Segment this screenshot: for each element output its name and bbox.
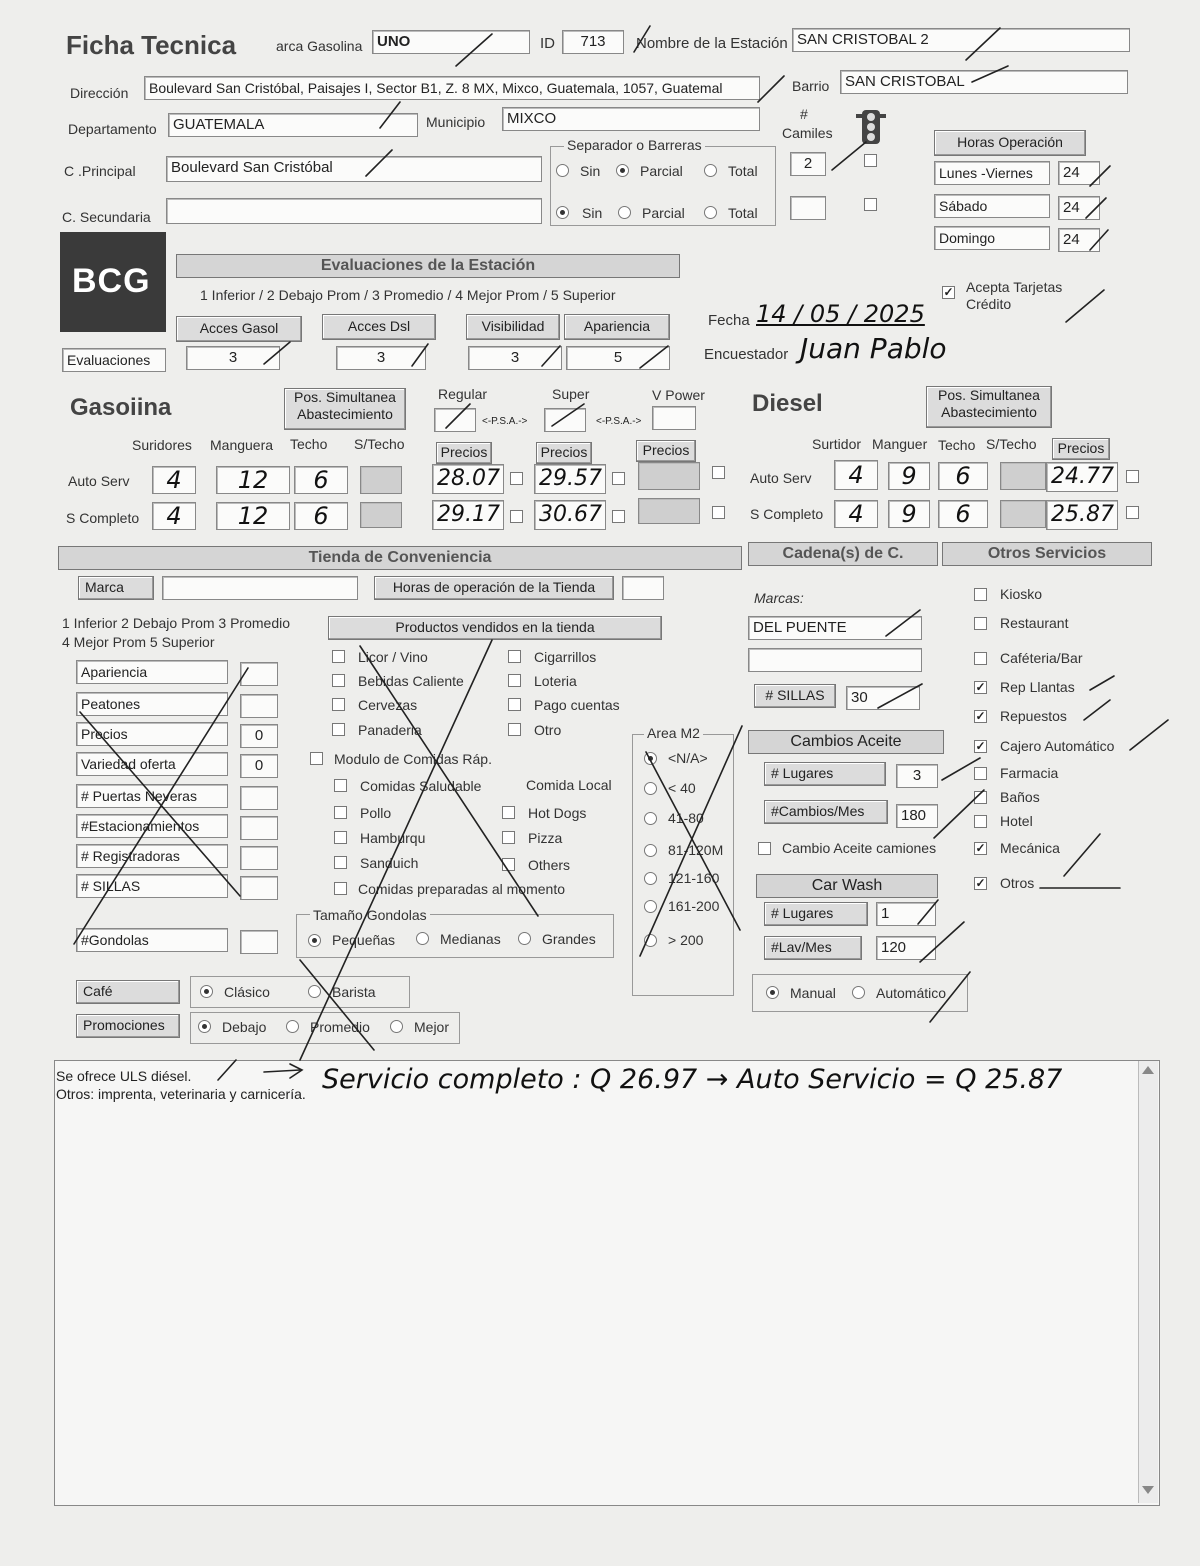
rating-label: Apariencia [76,660,228,684]
gas-completo-super-check[interactable] [612,510,625,523]
gas-completo-label: S Completo [66,510,140,526]
horas-sabado-label: Sábado [934,194,1050,218]
otros-label: Kiosko [1000,586,1043,602]
otros-label: Baños [1000,789,1040,805]
notas-line-1: Se ofrece ULS diésel. [56,1068,192,1084]
rating-value[interactable] [240,930,278,954]
id-label: ID [540,35,555,52]
product-left-check[interactable] [332,723,345,736]
cadena-sillas-value[interactable]: 30 [846,686,920,710]
aceite-camiones-label: Cambio Aceite camiones [782,840,937,856]
municipio-label: Municipio [426,114,486,130]
sep1-sin-label: Sin [580,163,601,179]
cafe-label: Café [76,980,180,1004]
cadena-marca-2[interactable] [748,648,922,672]
encuestador-value[interactable]: Juan Pablo [800,332,947,365]
otros-check[interactable]: ✓ [975,739,986,753]
fecha-value[interactable]: 14 / 05 / 2025 [756,300,925,328]
cafe-clasico-label: Clásico [224,984,270,1000]
eval-acces-gasol-label: Acces Gasol [176,316,302,342]
area-label: 41-80 [668,810,704,826]
gas-auto-stecho[interactable] [360,466,402,494]
gas-auto-surtidores[interactable]: 4 [152,466,196,494]
diesel-pos-sim: Pos. Simultanea Abastecimiento [926,386,1052,428]
product-right-check[interactable] [508,650,521,663]
scroll-up-icon[interactable] [1142,1066,1154,1074]
dsl-completo-techo[interactable]: 6 [938,500,988,528]
promo-promedio-radio[interactable] [286,1020,299,1033]
gas-auto-mangueras[interactable]: 12 [216,466,290,494]
notas-scrollbar[interactable] [1138,1061,1158,1503]
page-title: Ficha Tecnica [66,30,237,60]
comida-right-label: Others [528,857,571,873]
rating-value[interactable] [240,816,278,840]
promociones-label: Promociones [76,1014,180,1038]
gas-auto-label: Auto Serv [68,473,130,489]
otros-check[interactable] [974,791,987,804]
gondolas-title: Tamaño Gondolas [310,907,430,923]
gondola-medianas-label: Medianas [440,931,501,947]
area-label: < 40 [668,780,696,796]
estacion-field[interactable]: SAN CRISTOBAL 2 [792,28,1130,52]
principal-field[interactable]: Boulevard San Cristóbal [166,156,542,182]
product-right-label: Otro [534,722,562,738]
evaluaciones-label: Evaluaciones [62,348,166,372]
product-left-check[interactable] [332,650,345,663]
rating-value[interactable]: 0 [240,754,278,778]
area-label: 161-200 [668,898,720,914]
rating-label: Peatones [76,692,228,716]
gondola-pequenas-radio[interactable] [308,934,321,947]
encuestador-label: Encuestador [704,346,789,363]
gas-completo-vpower-check[interactable] [712,506,725,519]
gas-precios-vpower: Precios [636,440,696,462]
tienda-horas-label: Horas de operación de la Tienda [374,576,614,600]
comida-left-label: Comidas Saludable [360,778,482,794]
tienda-scale-2: 4 Mejor Prom 5 Superior [62,634,215,650]
notas-handwritten: Servicio completo : Q 26.97 → Auto Servicio = Q 25.87 [322,1064,1063,1095]
sep2-sin-label: Sin [582,205,603,221]
rating-label: #Estacionamientos [76,814,228,838]
comida-right-label: Hot Dogs [528,805,587,821]
otros-label: Otros [1000,875,1035,891]
gas-col-techo: Techo [290,436,328,452]
comida-left-label: Hamburqu [360,830,426,846]
otros-label: Hotel [1000,813,1033,829]
gas-completo-techo[interactable]: 6 [294,502,348,530]
area-radio[interactable] [644,844,657,857]
tienda-title: Tienda de Conveniencia [58,546,742,570]
promo-mejor-radio[interactable] [390,1020,403,1033]
eval-apariencia-label: Apariencia [564,314,670,340]
sep1-parcial-label: Parcial [640,163,683,179]
estacion-label: Nombre de la Estación [636,35,788,52]
promo-debajo-radio[interactable] [198,1020,211,1033]
rating-value[interactable] [240,876,278,900]
tienda-horas-field[interactable] [622,576,664,600]
aceite-lugares-value[interactable]: 3 [896,764,938,788]
gondola-medianas-radio[interactable] [416,932,429,945]
area-radio[interactable] [644,812,657,825]
sep2-parcial-label: Parcial [642,205,685,221]
comida-left-check[interactable] [334,831,347,844]
dsl-precios: Precios [1052,438,1110,460]
comida-right-check[interactable] [502,858,515,871]
gondola-grandes-label: Grandes [542,931,596,947]
comida-local-label: Comida Local [526,777,612,793]
otros-check[interactable] [974,815,987,828]
psa-label-1: <-P.S.A.-> [482,416,528,427]
product-left-check[interactable] [332,674,345,687]
comida-right-label: Pizza [528,830,563,846]
id-field[interactable]: 713 [562,30,624,54]
sep2-total-label: Total [728,205,758,221]
gas-completo-stecho[interactable] [360,502,402,528]
horas-lunes-value[interactable]: 24 [1058,161,1100,185]
dsl-auto-techo[interactable]: 6 [938,462,988,490]
carwash-auto-radio[interactable] [852,986,865,999]
secundaria-field[interactable] [166,198,542,224]
regular-psa-field[interactable] [434,408,476,432]
area-label: > 200 [668,932,704,948]
notas-line-2: Otros: imprenta, veterinaria y carnicería. [56,1086,306,1102]
otros-label: Rep Llantas [1000,679,1075,695]
product-right-label: Loteria [534,673,577,689]
area-label: 81-120M [668,842,724,858]
product-right-check[interactable] [508,723,521,736]
horas-lunes-label: Lunes -Viernes [934,161,1050,185]
vpower-label: V Power [652,387,705,403]
cafe-group [190,976,410,1008]
carwash-manual-radio[interactable] [766,986,779,999]
notas-area[interactable] [54,1060,1160,1506]
dsl-completo-surtidores[interactable]: 4 [834,500,878,528]
otros-check[interactable] [974,767,987,780]
cadena-marca-1[interactable]: DEL PUENTE [748,616,922,640]
product-right-check[interactable] [508,698,521,711]
modulo-check[interactable] [310,752,323,765]
area-radio[interactable] [644,872,657,885]
regular-label: Regular [438,386,488,402]
comida-right-check[interactable] [502,831,515,844]
area-radio[interactable] [644,900,657,913]
departamento-label: Departamento [68,121,157,137]
aceite-lugares-label: # Lugares [764,762,886,786]
tienda-marca-field[interactable] [162,576,358,600]
dsl-auto-precio[interactable]: 24.77 [1046,462,1118,492]
product-right-check[interactable] [508,674,521,687]
gas-auto-techo[interactable]: 6 [294,466,348,494]
gas-auto-regular[interactable]: 28.07 [432,464,504,494]
gas-completo-mangueras[interactable]: 12 [216,502,290,530]
gas-auto-vpower-check[interactable] [712,466,725,479]
sep2-parcial-radio[interactable] [618,206,631,219]
gas-col-manguera: Manguera [210,437,274,453]
aceite-title: Cambios Aceite [748,730,944,754]
municipio-field[interactable]: MIXCO [502,107,760,131]
camiones-check-1[interactable] [864,154,877,167]
gas-auto-vpower[interactable] [638,462,700,490]
area-title: Area M2 [644,725,703,741]
dsl-auto-surtidores[interactable]: 4 [834,460,878,490]
direccion-field[interactable]: Boulevard San Cristóbal, Paisajes I, Sector B1, Z. 8 MX, Mixco, Guatemala, 1057, Guatemal [144,76,760,100]
preparadas-check[interactable] [334,882,347,895]
gas-auto-super-check[interactable] [612,472,625,485]
cadena-title: Cadena(s) de C. [748,542,938,566]
aceite-cambios-label: #Cambios/Mes [764,800,888,824]
dsl-completo-mangueras[interactable]: 9 [888,500,930,528]
otros-label: Cajero Automático [1000,738,1115,754]
eval-acces-gasol-value[interactable]: 3 [186,346,280,370]
dsl-completo-precio[interactable]: 25.87 [1046,500,1118,530]
eval-visibilidad-value[interactable]: 3 [468,346,562,370]
camiones-check-2[interactable] [864,198,877,211]
traffic-light-icon [856,110,886,150]
diesel-title: Diesel [752,390,823,417]
otros-check[interactable]: ✓ [975,680,986,694]
otros-check[interactable]: ✓ [975,841,986,855]
tarjetas-label: Acepta Tarjetas Crédito [966,279,1063,312]
sep1-parcial-radio[interactable] [616,164,629,177]
aceite-cambios-value[interactable]: 180 [896,804,938,828]
dsl-col-manguer: Manguer [872,436,928,452]
gasolina-pos-sim: Pos. Simultanea Abastecimiento [284,388,406,430]
dsl-completo-label: S Completo [750,506,824,522]
camiones-field-2[interactable] [790,196,826,220]
carwash-lav-value[interactable]: 120 [876,936,936,960]
marca-field[interactable]: UNO [372,30,530,54]
gas-completo-surtidores[interactable]: 4 [152,502,196,530]
promo-debajo-label: Debajo [222,1019,267,1035]
scroll-down-icon[interactable] [1142,1486,1154,1494]
area-radio[interactable] [644,934,657,947]
dsl-col-techo: Techo [938,437,976,453]
evaluaciones-scale: 1 Inferior / 2 Debajo Prom / 3 Promedio / 4 Mejor Prom / 5 Superior [200,287,616,303]
area-radio[interactable] [644,782,657,795]
eval-acces-dsl-label: Acces Dsl [322,314,436,340]
rating-label: Precios [76,722,228,746]
carwash-manual-label: Manual [790,985,836,1001]
separador-title: Separador o Barreras [564,137,705,153]
camiones-hash: # [800,106,808,122]
preparadas-label: Comidas preparadas al momento [358,881,565,897]
otros-label: Caféteria/Bar [1000,650,1083,666]
cadena-marcas-label: Marcas: [754,590,804,606]
gas-auto-regular-check[interactable] [510,472,523,485]
tarjetas-checkbox[interactable]: ✓ [943,285,954,299]
comida-left-label: Pollo [360,805,392,821]
gasolina-title: Gasoiina [70,394,172,421]
evaluaciones-title: Evaluaciones de la Estación [176,254,680,278]
product-left-check[interactable] [332,698,345,711]
gondola-pequenas-label: Pequeñas [332,932,396,948]
eval-apariencia-value[interactable]: 5 [566,346,670,370]
dsl-auto-check[interactable] [1126,470,1139,483]
barrio-label: Barrio [792,78,830,94]
rating-label: # Registradoras [76,844,228,868]
otros-label: Repuestos [1000,708,1067,724]
direccion-label: Dirección [70,85,129,101]
super-psa-field[interactable] [544,408,586,432]
sep1-total-radio[interactable] [704,164,717,177]
rating-value[interactable] [240,786,278,810]
promo-mejor-label: Mejor [414,1019,450,1035]
product-right-label: Pago cuentas [534,697,620,713]
tienda-scale-1: 1 Inferior 2 Debajo Prom 3 Promedio [62,615,290,631]
comida-left-check[interactable] [334,856,347,869]
rating-value[interactable]: 0 [240,724,278,748]
area-group [632,734,734,996]
eval-acces-dsl-value[interactable]: 3 [336,346,426,370]
marca-label: arca Gasolina [276,38,363,54]
dsl-auto-label: Auto Serv [750,470,812,486]
comida-right-check[interactable] [502,806,515,819]
rating-label: #Gondolas [76,928,228,952]
otros-check[interactable] [974,652,987,665]
dsl-completo-stecho[interactable] [1000,500,1046,528]
horas-domingo-value[interactable]: 24 [1058,228,1100,252]
cafe-barista-radio[interactable] [308,985,321,998]
otros-label: Farmacia [1000,765,1059,781]
otros-check[interactable] [974,588,987,601]
rating-value[interactable] [240,662,278,686]
super-label: Super [552,386,590,402]
tienda-marca-label: Marca [78,576,154,600]
modulo-label: Modulo de Comidas Ráp. [334,751,492,767]
horas-sabado-value[interactable]: 24 [1058,196,1100,220]
dsl-col-stecho: S/Techo [986,436,1037,452]
gas-auto-super[interactable]: 29.57 [534,464,606,494]
product-right-label: Cigarrillos [534,649,597,665]
gas-col-surtidores: Suridores [132,437,192,453]
carwash-lugares-label: # Lugares [764,902,868,926]
rating-value[interactable] [240,846,278,870]
gas-col-stecho: S/Techo [354,436,405,452]
area-label: 121-160 [668,870,720,886]
gas-completo-super[interactable]: 30.67 [534,500,606,530]
sep2-total-radio[interactable] [704,206,717,219]
rating-value[interactable] [240,694,278,718]
barrio-field[interactable]: SAN CRISTOBAL [840,70,1128,94]
dsl-completo-check[interactable] [1126,506,1139,519]
comida-left-check[interactable] [334,779,347,792]
principal-label: C .Principal [64,163,136,179]
cadena-sillas-label: # SILLAS [754,684,836,708]
cafe-barista-label: Barista [332,984,376,1000]
horas-title: Horas Operación [934,130,1086,156]
aceite-camiones-check[interactable] [758,842,771,855]
gondola-grandes-radio[interactable] [518,932,531,945]
area-label: <N/A> [668,750,708,766]
dsl-auto-mangueras[interactable]: 9 [888,462,930,490]
productos-title: Productos vendidos en la tienda [328,616,662,640]
otros-check[interactable] [974,617,987,630]
carwash-lav-label: #Lav/Mes [764,936,862,960]
fecha-label: Fecha [708,312,750,329]
carwash-lugares-value[interactable]: 1 [876,902,936,926]
product-left-label: Panaderia [358,722,422,738]
otros-label: Restaurant [1000,615,1069,631]
vpower-psa-field[interactable] [652,406,696,430]
gas-precios-regular: Precios [436,442,492,464]
gas-completo-regular-check[interactable] [510,510,523,523]
rating-label: # SILLAS [76,874,228,898]
gas-precios-super: Precios [536,442,592,464]
dsl-auto-stecho[interactable] [1000,462,1046,490]
product-left-label: Licor / Vino [358,649,428,665]
rating-label: # Puertas Neveras [76,784,228,808]
rating-label: Variedad oferta [76,752,228,776]
carwash-title: Car Wash [756,874,938,898]
sep2-sin-radio[interactable] [556,206,569,219]
product-left-label: Bebidas Caliente [358,673,464,689]
bcg-logo-text: BCG [72,262,151,300]
cafe-clasico-radio[interactable] [200,985,213,998]
promo-promedio-label: Promedio [310,1019,370,1035]
secundaria-label: C. Secundaria [62,209,151,225]
product-left-label: Cervezas [358,697,418,713]
gas-completo-vpower[interactable] [638,498,700,524]
otros-label: Mecánica [1000,840,1060,856]
camiones-label: Camiles [782,125,833,141]
sep1-total-label: Total [728,163,758,179]
comida-left-check[interactable] [334,806,347,819]
dsl-col-surtidor: Surtidor [812,436,862,452]
psa-label-2: <-P.S.A.-> [596,416,642,427]
camiones-field[interactable]: 2 [790,152,826,176]
eval-visibilidad-label: Visibilidad [466,314,560,340]
otros-check[interactable]: ✓ [975,876,986,890]
horas-domingo-label: Domingo [934,226,1050,250]
gas-completo-regular[interactable]: 29.17 [432,500,504,530]
departamento-field[interactable]: GUATEMALA [168,113,418,137]
otros-check[interactable]: ✓ [975,709,986,723]
sep1-sin-radio[interactable] [556,164,569,177]
area-radio[interactable] [644,752,657,765]
carwash-auto-label: Automático [876,985,947,1001]
otros-title: Otros Servicios [942,542,1152,566]
comida-left-label: Sanduich [360,855,419,871]
